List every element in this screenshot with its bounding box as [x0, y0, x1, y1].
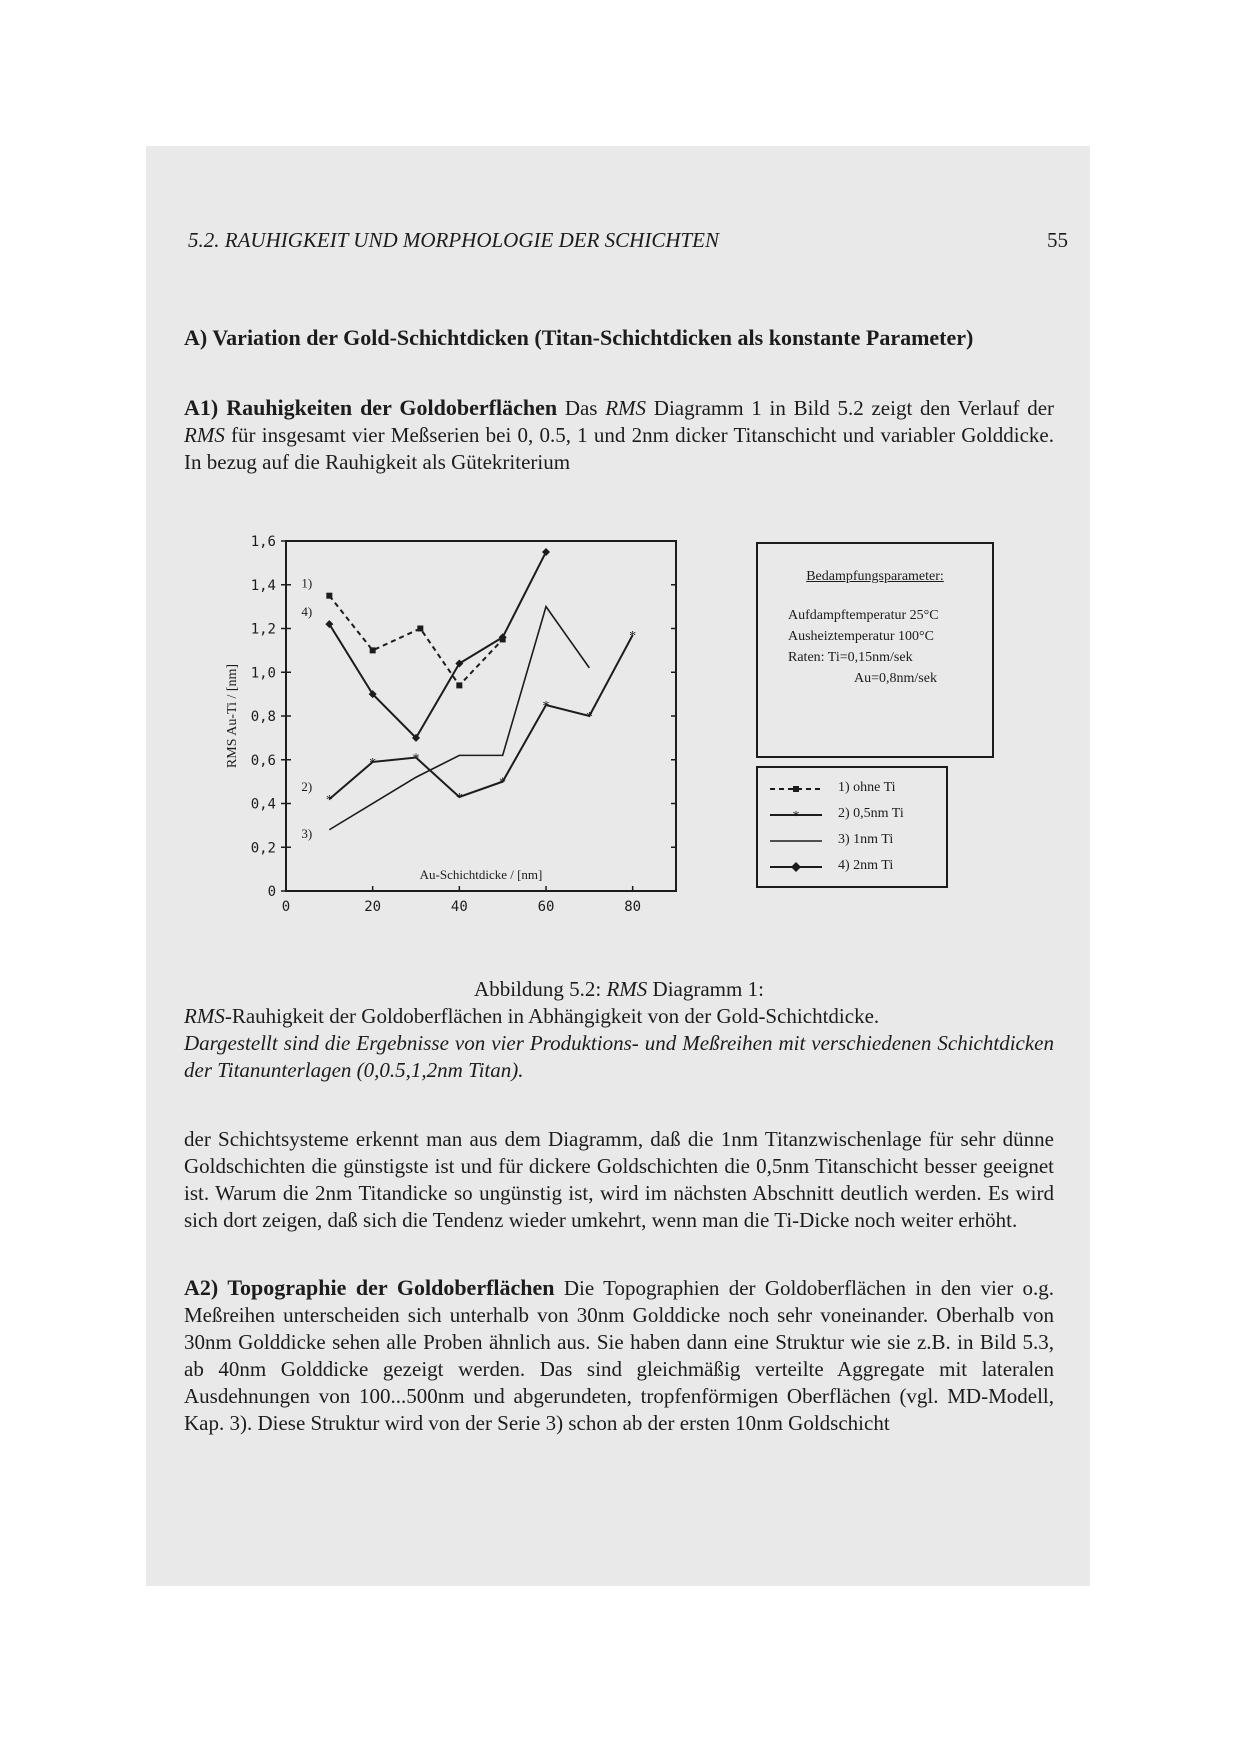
data-point-square — [326, 593, 332, 599]
data-point-star: * — [499, 775, 507, 791]
y-tick-label: 0,4 — [250, 796, 276, 813]
chart-legend — [756, 766, 948, 888]
x-tick-label: 0 — [281, 899, 291, 915]
data-point-diamond — [542, 548, 550, 556]
x-axis-label: Au-Schichtdicke / [nm] — [419, 867, 543, 882]
rms-line-chart — [214, 531, 754, 971]
legend-swatch-line — [766, 834, 826, 848]
series-line — [329, 596, 502, 686]
series-label: 2) — [301, 779, 313, 795]
y-tick-label: 0,2 — [250, 840, 276, 857]
paragraph-a2 — [184, 1274, 1054, 1437]
paragraph-a2-heading: A2) Topographie der Goldoberflächen — [184, 1275, 555, 1300]
y-tick-label: 0,6 — [250, 752, 276, 769]
paragraph-a1 — [184, 394, 1054, 476]
x-tick-label: 80 — [624, 899, 642, 915]
parameter-line: Au=0,8nm/sek — [854, 671, 937, 686]
paragraph-a1-text-1: Das — [557, 396, 606, 420]
data-point-star: * — [455, 790, 463, 806]
parameter-line: Aufdampftemperatur 25°C — [788, 608, 939, 623]
running-head — [188, 228, 1068, 253]
data-point-square — [456, 682, 462, 688]
caption-suffix: Diagramm 1: — [647, 977, 764, 1001]
data-point-star: * — [369, 755, 377, 771]
parameters-box — [756, 542, 994, 758]
data-point-square — [370, 647, 376, 653]
parameter-line: Raten: Ti=0,15nm/sek — [788, 650, 913, 665]
series-label: 4) — [301, 604, 313, 620]
paragraph-a1-heading: A1) Rauhigkeiten der Goldoberflächen — [184, 395, 558, 420]
paragraph-a1-text-3: für insgesamt vier Meßserien bei 0, 0.5, 1 und 2nm dicker Titanschicht und variabler Golddicke. In bezug auf die Rauhigkeit als Gütekriterium — [184, 423, 1054, 474]
legend-label: 2) 0,5nm Ti — [838, 806, 904, 821]
y-tick-label: 1,2 — [250, 621, 276, 638]
y-tick-label: 1,4 — [250, 577, 276, 594]
paragraph-a2-text: Die Topographien der Goldoberflächen in den vier o.g. Meßreihen unterscheiden sich unterhalb von 30nm Golddicke noch sehr voneinander. Oberhalb von 30nm Golddicke sehen alle Proben ähnlich aus. Sie haben dann eine Struktur wie sie z.B. in Bild 5.3, ab 40nm Golddicke gezeigt werden. Das sind gleichmäßig verteilte Aggregate mit lateralen Ausdehnungen von 100...500nm und abgerundeten, tropfenförmigen Oberflächen (vgl. MD-Modell, Kap. 3). Diese Struktur wird von der Serie 3) schon ab der ersten 10nm Goldschicht — [184, 1276, 1054, 1435]
rms-term: RMS — [184, 1004, 225, 1028]
figure-caption — [184, 976, 1054, 1084]
page-number: 55 — [1047, 228, 1068, 252]
legend-swatch-diamond — [766, 860, 826, 874]
y-tick-label: 1,0 — [250, 665, 276, 682]
paragraph-after-figure: der Schichtsysteme erkennt man aus dem Diagramm, daß die 1nm Titanzwischenlage für sehr dünne Goldschichten die günstigste ist und für dickere Goldschichten die 0,5nm Titanschicht besser geeignet ist. Warum die 2nm Titandicke so ungünstig ist, wird im nächsten Abschnitt deutlich werden. Es wird sich dort zeigen, daß sich die Tendenz wieder umkehrt, wenn man die Ti-Dicke noch weiter erhöht. — [184, 1127, 1054, 1232]
caption-line-2: -Rauhigkeit der Goldoberflächen in Abhängigkeit von der Gold-Schichtdicke. — [224, 1004, 880, 1028]
y-tick-label: 0 — [267, 884, 276, 900]
series-label: 3) — [301, 825, 313, 841]
series-label: 1) — [301, 575, 313, 591]
caption-line-3: Dargestellt sind die Ergebnisse von vier Produktions- und Meßreihen mit verschiedenen Schichtdicken der Titanunterlagen (0,0.5,1,2nm Titan). — [184, 1031, 1054, 1082]
legend-label: 1) ohne Ti — [838, 780, 896, 795]
legend-item — [766, 856, 936, 880]
x-tick-label: 60 — [537, 899, 555, 915]
x-tick-label: 40 — [450, 899, 468, 915]
section-heading-a: A) Variation der Gold-Schichtdicken (Titan-Schichtdicken als konstante Parameter) — [184, 325, 974, 350]
legend-label: 4) 2nm Ti — [838, 858, 894, 873]
legend-item — [766, 778, 936, 802]
data-point-star: * — [585, 710, 593, 725]
caption-line-1 — [184, 976, 1054, 1003]
plot-frame — [286, 541, 676, 891]
data-point-star: * — [412, 751, 420, 767]
caption-prefix: Abbildung 5.2: — [474, 977, 607, 1001]
rms-term: RMS — [606, 977, 648, 1001]
scanned-page — [146, 146, 1090, 1586]
data-point-star: * — [542, 699, 550, 715]
rms-term: RMS — [184, 423, 225, 447]
running-head-section: 5.2. RAUHIGKEIT UND MORPHOLOGIE DER SCHICHTEN — [188, 228, 720, 252]
y-axis-label: RMS Au-Ti / [nm] — [225, 663, 240, 769]
y-tick-label: 0,8 — [250, 709, 276, 725]
legend-item — [766, 830, 936, 854]
paragraph-a1-text-2: Diagramm 1 in Bild 5.2 zeigt den Verlauf der — [646, 396, 1055, 420]
data-point-star: * — [629, 629, 637, 645]
data-point-star: * — [325, 793, 333, 809]
legend-swatch-dashed-square — [766, 782, 826, 796]
legend-label: 3) 1nm Ti — [838, 832, 894, 847]
legend-item — [766, 804, 936, 828]
x-tick-label: 20 — [364, 899, 382, 915]
y-tick-label: 1,6 — [250, 534, 276, 550]
legend-swatch-star — [766, 808, 826, 822]
parameters-title: Bedampfungsparameter: — [806, 569, 944, 584]
series-line — [329, 552, 546, 738]
svg-text:*: * — [792, 809, 800, 822]
data-point-square — [417, 626, 423, 632]
parameter-line: Ausheiztemperatur 100°C — [788, 629, 934, 644]
rms-term: RMS — [605, 396, 647, 420]
